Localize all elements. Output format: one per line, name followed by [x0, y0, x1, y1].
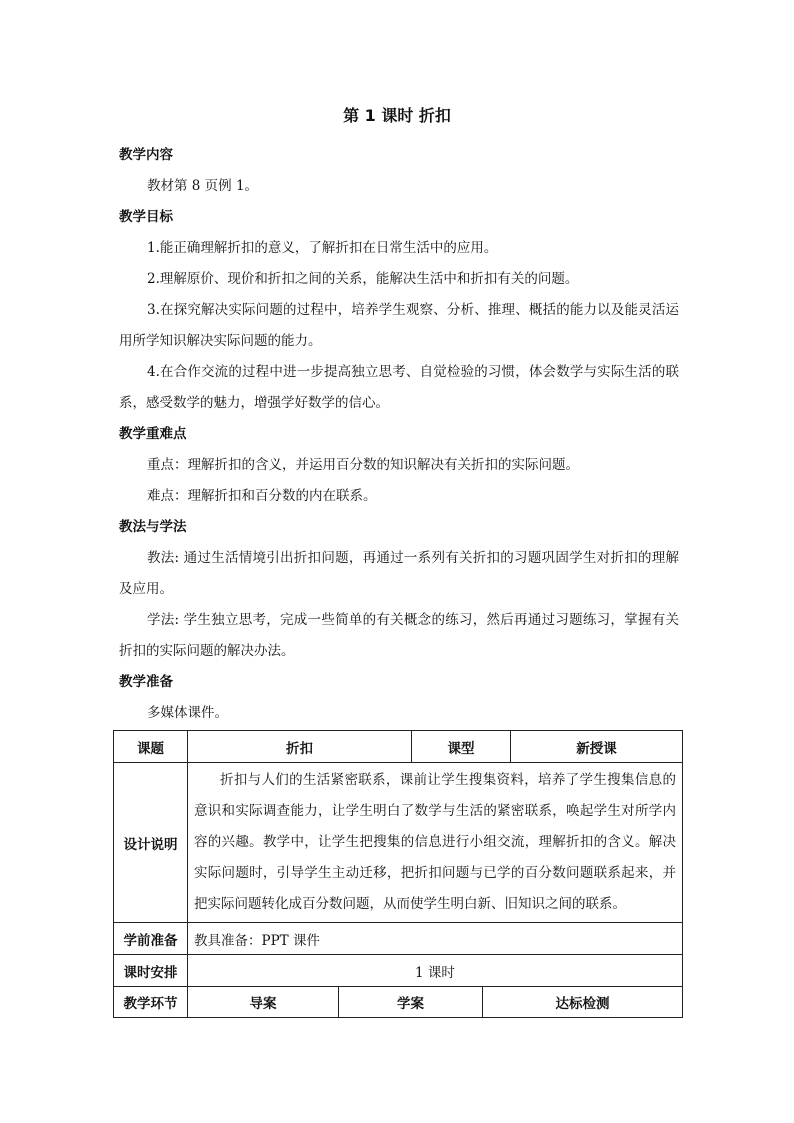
topic-label: 课题 — [114, 731, 188, 763]
lesson-type-label: 课型 — [412, 731, 511, 763]
section-heading: 教学内容 — [119, 147, 173, 163]
lesson-plan-table — [113, 730, 683, 1018]
section-preparation — [119, 667, 679, 729]
paragraph: 难点：理解折扣和百分数的内在联系。 — [147, 488, 377, 504]
schedule-label: 课时安排 — [114, 955, 188, 987]
stage-columns-row — [188, 987, 682, 1017]
section-key-points — [119, 419, 679, 512]
table-row — [114, 763, 683, 923]
section-teaching-goals — [119, 202, 679, 419]
paragraph: 2.理解原价、现价和折扣之间的关系，能解决生活中和折扣有关的问题。 — [147, 271, 579, 287]
pre-class-prep-text: 教具准备：PPT 课件 — [188, 923, 683, 955]
table-row — [114, 955, 683, 987]
paragraph: 重点：理解折扣的含义，并运用百分数的知识解决有关折扣的实际问题。 — [147, 457, 579, 473]
section-heading: 教学准备 — [119, 674, 173, 690]
table-row — [114, 987, 683, 1018]
lesson-type-value: 新授课 — [511, 731, 683, 763]
paragraph: 3.在探究解决实际问题的过程中，培养学生观察、分析、推理、概括的能力以及能灵活运用所学知识解决实际问题的能力。 — [119, 302, 679, 349]
paragraph: 4.在合作交流的过程中进一步提高独立思考、自觉检验的习惯，体会数学与实际生活的联系，感受数学的魅力，增强学好数学的信心。 — [119, 364, 679, 411]
design-notes-text: 折扣与人们的生活紧密联系，课前让学生搜集资料，培养了学生搜集信息的意识和实际调查能力，让学生明白了数学与生活的紧密联系，唤起学生对所学内容的兴趣。教学中，让学生把搜集的信息进行小组交流，理解折扣的含义。解决实际问题时，引导学生主动迁移，把折扣问题与已学的百分数问题联系起来，并把实际问题转化成百分数问题，从而使学生明白新、旧知识之间的联系。 — [188, 763, 683, 923]
table-row — [114, 731, 683, 763]
page-title: 第 1 课时 折扣 — [343, 106, 451, 125]
design-notes-label: 设计说明 — [114, 763, 188, 923]
schedule-value: 1 课时 — [188, 955, 683, 987]
paragraph: 教材第 8 页例 1。 — [147, 178, 259, 194]
paragraph: 1.能正确理解折扣的意义，了解折扣在日常生活中的应用。 — [147, 240, 498, 256]
paragraph: 多媒体课件。 — [147, 705, 228, 721]
guide-plan-header: 导案 — [188, 987, 339, 1017]
table-row — [114, 923, 683, 955]
section-heading: 教学目标 — [119, 209, 173, 225]
paragraph: 教法: 通过生活情境引出折扣问题，再通过一系列有关折扣的习题巩固学生对折扣的理解及应用。 — [119, 550, 679, 597]
section-heading: 教学重难点 — [119, 426, 187, 442]
assessment-header: 达标检测 — [555, 996, 610, 1012]
section-methods — [119, 512, 679, 667]
teaching-stage-columns — [188, 987, 683, 1018]
section-heading: 教法与学法 — [119, 519, 187, 535]
section-teaching-content — [119, 140, 679, 202]
paragraph: 学法: 学生独立思考，完成一些简单的有关概念的练习，然后再通过习题练习，掌握有关折扣的实际问题的解决办法。 — [119, 612, 679, 659]
topic-value: 折扣 — [188, 731, 412, 763]
pre-class-prep-label: 学前准备 — [114, 923, 188, 955]
study-plan-header: 学案 — [339, 987, 483, 1017]
lesson-content — [119, 140, 679, 729]
teaching-stage-label: 教学环节 — [114, 987, 188, 1018]
